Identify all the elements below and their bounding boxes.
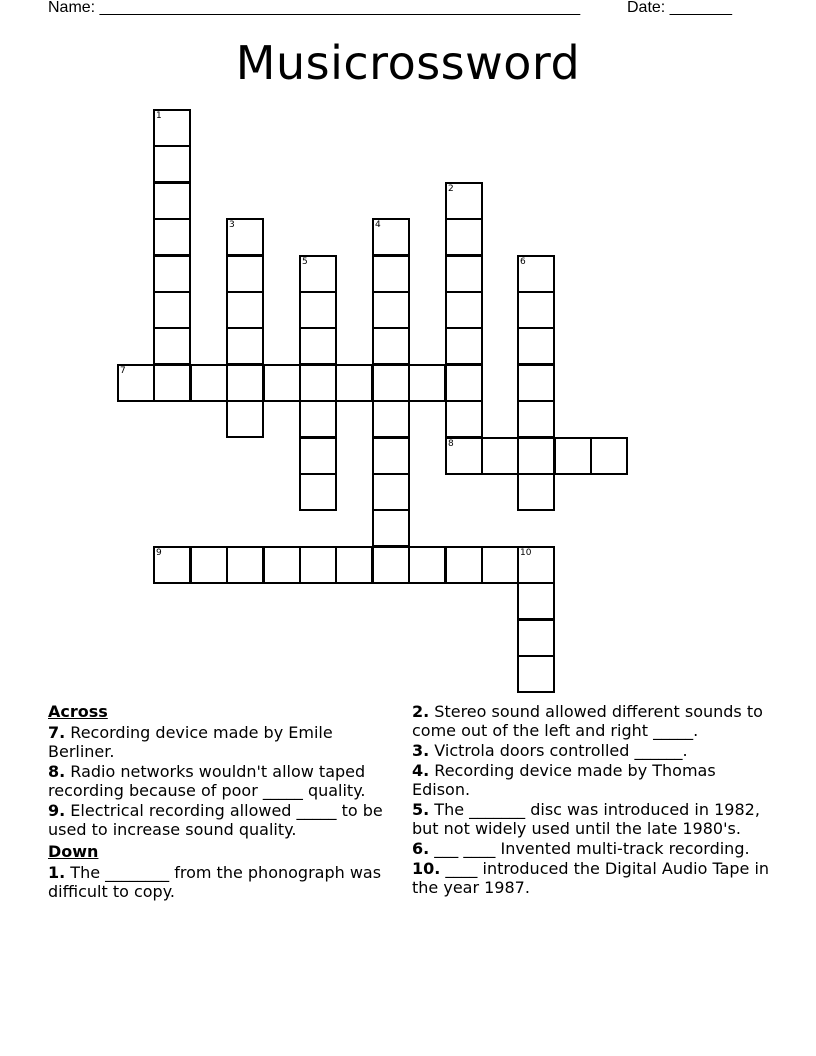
grid-cell[interactable] xyxy=(445,400,483,438)
grid-cell[interactable] xyxy=(299,437,337,475)
clue-item xyxy=(412,702,772,740)
clue-item xyxy=(48,863,388,901)
clue-item xyxy=(412,741,772,760)
grid-cell[interactable] xyxy=(335,546,373,584)
clues-left-column xyxy=(48,702,388,902)
date-field-label: Date: _______ xyxy=(627,0,732,16)
grid-cell[interactable] xyxy=(226,255,264,293)
grid-cell[interactable] xyxy=(590,437,628,475)
clue-item xyxy=(412,800,772,838)
grid-cell[interactable] xyxy=(372,473,410,511)
clue-number: 9 xyxy=(156,548,162,558)
grid-cell[interactable] xyxy=(445,291,483,329)
clue-item xyxy=(48,801,388,839)
grid-cell[interactable] xyxy=(554,437,592,475)
grid-cell[interactable] xyxy=(517,473,555,511)
grid-cell[interactable] xyxy=(299,255,337,293)
clue-item-text: Radio networks wouldn't allow taped recording because of poor _____ quality. xyxy=(48,762,366,800)
grid-cell[interactable] xyxy=(517,400,555,438)
clue-item-number: 9. xyxy=(48,801,66,820)
grid-cell[interactable] xyxy=(263,364,301,402)
page-title: Musicrossword xyxy=(235,36,581,90)
grid-cell[interactable] xyxy=(153,182,191,220)
clue-item xyxy=(412,859,772,897)
clue-item-number: 3. xyxy=(412,741,430,760)
grid-cell[interactable] xyxy=(153,546,191,584)
clue-item-text: Victrola doors controlled ______. xyxy=(429,741,688,760)
clue-item-text: The ________ from the phonograph was difficult to copy. xyxy=(48,863,382,901)
clue-number: 3 xyxy=(229,220,235,230)
grid-cell[interactable] xyxy=(372,509,410,547)
clue-item xyxy=(48,762,388,800)
grid-cell[interactable] xyxy=(517,291,555,329)
grid-cell[interactable] xyxy=(445,546,483,584)
grid-cell[interactable] xyxy=(263,546,301,584)
down-clue-list-left xyxy=(48,863,388,901)
name-field-label: Name: ______________________________________________________ xyxy=(48,0,581,16)
grid-cell[interactable] xyxy=(481,546,519,584)
clue-item xyxy=(412,839,772,858)
clue-item-text: Stereo sound allowed different sounds to come out of the left and right _____. xyxy=(412,702,763,740)
grid-cell[interactable] xyxy=(335,364,373,402)
across-heading: Across xyxy=(48,702,108,721)
grid-cell[interactable] xyxy=(153,291,191,329)
grid-cell[interactable] xyxy=(517,582,555,620)
grid-cell[interactable] xyxy=(517,327,555,365)
grid-cell[interactable] xyxy=(372,400,410,438)
grid-cell[interactable] xyxy=(299,291,337,329)
clue-item-text: ___ ____ Invented multi-track recording. xyxy=(429,839,750,858)
grid-cell[interactable] xyxy=(517,655,555,693)
clue-item-number: 7. xyxy=(48,723,66,742)
grid-cell[interactable] xyxy=(372,364,410,402)
grid-cell[interactable] xyxy=(372,437,410,475)
down-clue-list-right xyxy=(412,702,772,897)
clue-number: 2 xyxy=(448,184,454,194)
grid-cell[interactable] xyxy=(445,364,483,402)
grid-cell[interactable] xyxy=(445,327,483,365)
grid-cell[interactable] xyxy=(408,364,446,402)
grid-cell[interactable] xyxy=(226,364,264,402)
grid-cell[interactable] xyxy=(117,364,155,402)
clue-number: 4 xyxy=(375,220,381,230)
grid-cell[interactable] xyxy=(408,546,446,584)
grid-cell[interactable] xyxy=(517,255,555,293)
grid-cell[interactable] xyxy=(299,546,337,584)
grid-cell[interactable] xyxy=(153,109,191,147)
clue-number: 8 xyxy=(448,439,454,449)
clue-item-number: 8. xyxy=(48,762,66,781)
grid-cell[interactable] xyxy=(153,218,191,256)
across-clue-list xyxy=(48,723,388,839)
clues-right-column xyxy=(412,702,772,898)
grid-cell[interactable] xyxy=(372,291,410,329)
clue-item-text: Recording device made by Emile Berliner. xyxy=(48,723,333,761)
grid-cell[interactable] xyxy=(226,291,264,329)
clue-item-text: Electrical recording allowed _____ to be used to increase sound quality. xyxy=(48,801,383,839)
grid-cell[interactable] xyxy=(153,145,191,183)
clue-number: 10 xyxy=(520,548,532,558)
clue-item-number: 6. xyxy=(412,839,430,858)
clue-number: 7 xyxy=(120,366,126,376)
grid-cell[interactable] xyxy=(226,546,264,584)
grid-cell[interactable] xyxy=(372,327,410,365)
grid-cell[interactable] xyxy=(226,218,264,256)
clue-item-text: The _______ disc was introduced in 1982, but not widely used until the late 1980's. xyxy=(412,800,760,838)
grid-cell[interactable] xyxy=(517,437,555,475)
clue-number: 1 xyxy=(156,111,162,121)
clue-item-number: 10. xyxy=(412,859,441,878)
down-heading: Down xyxy=(48,842,99,861)
clue-item-number: 5. xyxy=(412,800,430,819)
clue-number: 6 xyxy=(520,257,526,267)
grid-cell[interactable] xyxy=(299,400,337,438)
grid-cell[interactable] xyxy=(372,546,410,584)
grid-cell[interactable] xyxy=(190,546,228,584)
clue-item-number: 1. xyxy=(48,863,66,882)
grid-cell[interactable] xyxy=(190,364,228,402)
clue-item-text: ____ introduced the Digital Audio Tape in the year 1987. xyxy=(412,859,770,897)
grid-cell[interactable] xyxy=(445,437,483,475)
grid-cell[interactable] xyxy=(299,364,337,402)
clue-item-number: 2. xyxy=(412,702,430,721)
clue-item xyxy=(48,723,388,761)
grid-cell[interactable] xyxy=(226,327,264,365)
grid-cell[interactable] xyxy=(226,400,264,438)
grid-cell[interactable] xyxy=(153,327,191,365)
grid-cell[interactable] xyxy=(445,182,483,220)
grid-cell[interactable] xyxy=(517,364,555,402)
grid-cell[interactable] xyxy=(153,255,191,293)
clue-item-text: Recording device made by Thomas Edison. xyxy=(412,761,716,799)
grid-cell[interactable] xyxy=(481,437,519,475)
clue-item xyxy=(412,761,772,799)
grid-cell[interactable] xyxy=(445,218,483,256)
grid-cell[interactable] xyxy=(517,619,555,657)
clue-item-number: 4. xyxy=(412,761,430,780)
grid-cell[interactable] xyxy=(372,218,410,256)
grid-cell[interactable] xyxy=(299,473,337,511)
grid-cell[interactable] xyxy=(372,255,410,293)
grid-cell[interactable] xyxy=(299,327,337,365)
grid-cell[interactable] xyxy=(153,364,191,402)
grid-cell[interactable] xyxy=(517,546,555,584)
grid-cell[interactable] xyxy=(445,255,483,293)
clue-number: 5 xyxy=(302,257,308,267)
